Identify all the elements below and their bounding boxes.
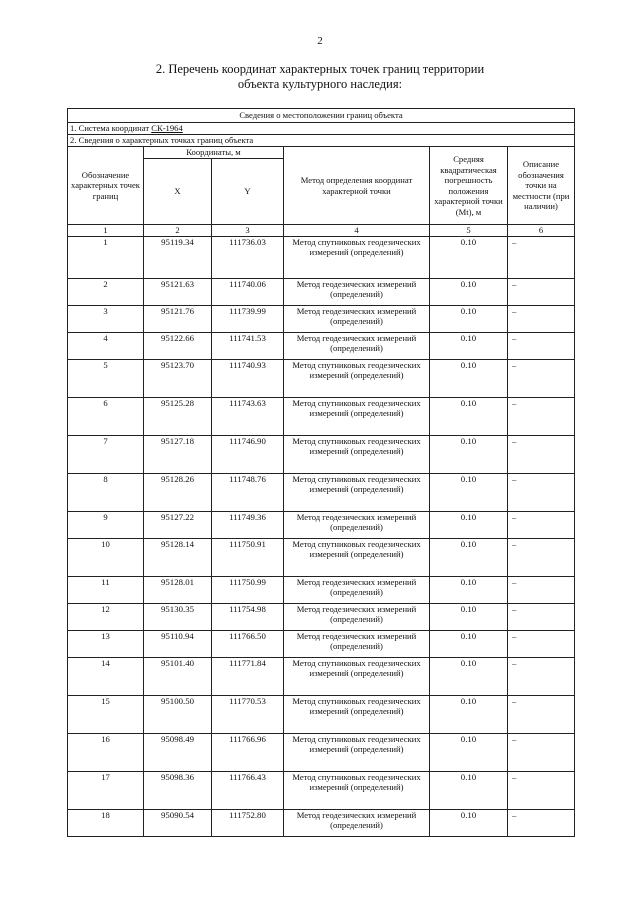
error-cell: 0.10 bbox=[430, 733, 508, 771]
point-number: 12 bbox=[68, 603, 144, 630]
col-error-header: Средняя квадратическая погрешность положения характерной точки (Mt), м bbox=[430, 147, 508, 225]
description-cell: – bbox=[508, 332, 575, 359]
x-coordinate: 95125.28 bbox=[144, 397, 212, 435]
method-cell: Метод геодезических измерений (определений) bbox=[284, 630, 430, 657]
y-coordinate: 111740.93 bbox=[212, 359, 284, 397]
y-coordinate: 111749.36 bbox=[212, 511, 284, 538]
description-cell: – bbox=[508, 630, 575, 657]
y-coordinate: 111739.99 bbox=[212, 305, 284, 332]
y-coordinate: 111736.03 bbox=[212, 236, 284, 278]
y-coordinate: 111741.53 bbox=[212, 332, 284, 359]
x-coordinate: 95098.36 bbox=[144, 771, 212, 809]
y-coordinate: 111750.99 bbox=[212, 576, 284, 603]
error-cell: 0.10 bbox=[430, 359, 508, 397]
point-number: 8 bbox=[68, 473, 144, 511]
x-coordinate: 95101.40 bbox=[144, 657, 212, 695]
x-coordinate: 95130.35 bbox=[144, 603, 212, 630]
method-cell: Метод геодезических измерений (определений) bbox=[284, 603, 430, 630]
y-coordinate: 111740.06 bbox=[212, 278, 284, 305]
y-coordinate: 111748.76 bbox=[212, 473, 284, 511]
x-coordinate: 95100.50 bbox=[144, 695, 212, 733]
description-cell: – bbox=[508, 771, 575, 809]
col-number-5: 5 bbox=[430, 225, 508, 237]
description-cell: – bbox=[508, 397, 575, 435]
x-coordinate: 95119.34 bbox=[144, 236, 212, 278]
table-row bbox=[68, 695, 575, 733]
error-cell: 0.10 bbox=[430, 305, 508, 332]
col-description-header: Описание обозначения точки на местности (при наличии) bbox=[508, 147, 575, 225]
error-cell: 0.10 bbox=[430, 397, 508, 435]
error-cell: 0.10 bbox=[430, 809, 508, 836]
table-row bbox=[68, 511, 575, 538]
error-cell: 0.10 bbox=[430, 511, 508, 538]
point-number: 7 bbox=[68, 435, 144, 473]
x-coordinate: 95090.54 bbox=[144, 809, 212, 836]
point-number: 18 bbox=[68, 809, 144, 836]
error-cell: 0.10 bbox=[430, 538, 508, 576]
table-row bbox=[68, 435, 575, 473]
y-coordinate: 111746.90 bbox=[212, 435, 284, 473]
table-row bbox=[68, 657, 575, 695]
y-coordinate: 111752.80 bbox=[212, 809, 284, 836]
table-row bbox=[68, 771, 575, 809]
table-row bbox=[68, 603, 575, 630]
description-cell: – bbox=[508, 511, 575, 538]
description-cell: – bbox=[508, 359, 575, 397]
method-cell: Метод спутниковых геодезических измерений (определений) bbox=[284, 771, 430, 809]
x-coordinate: 95121.76 bbox=[144, 305, 212, 332]
y-coordinate: 111750.91 bbox=[212, 538, 284, 576]
coord-system-label: 1. Система координат bbox=[70, 123, 152, 133]
table-row bbox=[68, 576, 575, 603]
col-number-1: 1 bbox=[68, 225, 144, 237]
col-number-6: 6 bbox=[508, 225, 575, 237]
error-cell: 0.10 bbox=[430, 630, 508, 657]
col-method-header: Метод определения координат характерной точки bbox=[284, 147, 430, 225]
error-cell: 0.10 bbox=[430, 695, 508, 733]
description-cell: – bbox=[508, 733, 575, 771]
error-cell: 0.10 bbox=[430, 236, 508, 278]
description-cell: – bbox=[508, 657, 575, 695]
x-coordinate: 95127.22 bbox=[144, 511, 212, 538]
table-row bbox=[68, 236, 575, 278]
table-row bbox=[68, 278, 575, 305]
description-cell: – bbox=[508, 603, 575, 630]
point-number: 5 bbox=[68, 359, 144, 397]
table-row bbox=[68, 305, 575, 332]
error-cell: 0.10 bbox=[430, 435, 508, 473]
error-cell: 0.10 bbox=[430, 576, 508, 603]
x-coordinate: 95128.01 bbox=[144, 576, 212, 603]
error-cell: 0.10 bbox=[430, 603, 508, 630]
col-y-header: Y bbox=[212, 159, 284, 225]
title-line-1: 2. Перечень координат характерных точек границ территории bbox=[155, 62, 485, 76]
method-cell: Метод спутниковых геодезических измерений (определений) bbox=[284, 657, 430, 695]
method-cell: Метод спутниковых геодезических измерений (определений) bbox=[284, 473, 430, 511]
y-coordinate: 111770.53 bbox=[212, 695, 284, 733]
error-cell: 0.10 bbox=[430, 473, 508, 511]
point-number: 9 bbox=[68, 511, 144, 538]
y-coordinate: 111771.84 bbox=[212, 657, 284, 695]
description-cell: – bbox=[508, 236, 575, 278]
x-coordinate: 95122.66 bbox=[144, 332, 212, 359]
points-header: 2. Сведения о характерных точках границ объекта bbox=[68, 135, 575, 147]
description-cell: – bbox=[508, 809, 575, 836]
point-number: 17 bbox=[68, 771, 144, 809]
x-coordinate: 95110.94 bbox=[144, 630, 212, 657]
point-number: 14 bbox=[68, 657, 144, 695]
document-title bbox=[0, 62, 640, 92]
method-cell: Метод спутниковых геодезических измерений (определений) bbox=[284, 435, 430, 473]
x-coordinate: 95128.26 bbox=[144, 473, 212, 511]
x-coordinate: 95098.49 bbox=[144, 733, 212, 771]
point-number: 6 bbox=[68, 397, 144, 435]
col-x-header: X bbox=[144, 159, 212, 225]
method-cell: Метод спутниковых геодезических измерений (определений) bbox=[284, 538, 430, 576]
method-cell: Метод спутниковых геодезических измерений (определений) bbox=[284, 397, 430, 435]
error-cell: 0.10 bbox=[430, 771, 508, 809]
x-coordinate: 95121.63 bbox=[144, 278, 212, 305]
method-cell: Метод геодезических измерений (определений) bbox=[284, 278, 430, 305]
table-row bbox=[68, 332, 575, 359]
method-cell: Метод спутниковых геодезических измерений (определений) bbox=[284, 359, 430, 397]
description-cell: – bbox=[508, 695, 575, 733]
x-coordinate: 95128.14 bbox=[144, 538, 212, 576]
point-number: 11 bbox=[68, 576, 144, 603]
table-row bbox=[68, 630, 575, 657]
description-cell: – bbox=[508, 538, 575, 576]
method-cell: Метод геодезических измерений (определений) bbox=[284, 809, 430, 836]
point-number: 4 bbox=[68, 332, 144, 359]
col-coordinates-header: Координаты, м bbox=[144, 147, 284, 159]
method-cell: Метод геодезических измерений (определений) bbox=[284, 511, 430, 538]
point-number: 3 bbox=[68, 305, 144, 332]
col-number-4: 4 bbox=[284, 225, 430, 237]
point-number: 10 bbox=[68, 538, 144, 576]
error-cell: 0.10 bbox=[430, 332, 508, 359]
coord-system-value: СК-1964 bbox=[151, 123, 183, 133]
point-number: 1 bbox=[68, 236, 144, 278]
method-cell: Метод спутниковых геодезических измерений (определений) bbox=[284, 236, 430, 278]
table-row bbox=[68, 397, 575, 435]
page-number: 2 bbox=[317, 35, 323, 47]
description-cell: – bbox=[508, 576, 575, 603]
section-header: Сведения о местоположении границ объекта bbox=[68, 109, 575, 123]
description-cell: – bbox=[508, 305, 575, 332]
method-cell: Метод спутниковых геодезических измерений (определений) bbox=[284, 695, 430, 733]
col-designation-header: Обозначение характерных точек границ bbox=[68, 147, 144, 225]
coord-system-row bbox=[68, 123, 575, 135]
table-row bbox=[68, 359, 575, 397]
table-row bbox=[68, 473, 575, 511]
point-number: 15 bbox=[68, 695, 144, 733]
title-line-2: объекта культурного наследия: bbox=[237, 77, 403, 91]
point-number: 13 bbox=[68, 630, 144, 657]
description-cell: – bbox=[508, 473, 575, 511]
description-cell: – bbox=[508, 435, 575, 473]
table-row bbox=[68, 809, 575, 836]
y-coordinate: 111743.63 bbox=[212, 397, 284, 435]
method-cell: Метод геодезических измерений (определений) bbox=[284, 305, 430, 332]
method-cell: Метод геодезических измерений (определений) bbox=[284, 332, 430, 359]
table-row bbox=[68, 733, 575, 771]
x-coordinate: 95127.18 bbox=[144, 435, 212, 473]
point-number: 2 bbox=[68, 278, 144, 305]
method-cell: Метод геодезических измерений (определений) bbox=[284, 576, 430, 603]
error-cell: 0.10 bbox=[430, 657, 508, 695]
y-coordinate: 111766.50 bbox=[212, 630, 284, 657]
method-cell: Метод спутниковых геодезических измерений (определений) bbox=[284, 733, 430, 771]
description-cell: – bbox=[508, 278, 575, 305]
y-coordinate: 111766.96 bbox=[212, 733, 284, 771]
x-coordinate: 95123.70 bbox=[144, 359, 212, 397]
coordinates-table bbox=[67, 108, 575, 837]
table-row bbox=[68, 538, 575, 576]
point-number: 16 bbox=[68, 733, 144, 771]
col-number-3: 3 bbox=[212, 225, 284, 237]
col-number-2: 2 bbox=[144, 225, 212, 237]
y-coordinate: 111766.43 bbox=[212, 771, 284, 809]
y-coordinate: 111754.98 bbox=[212, 603, 284, 630]
error-cell: 0.10 bbox=[430, 278, 508, 305]
